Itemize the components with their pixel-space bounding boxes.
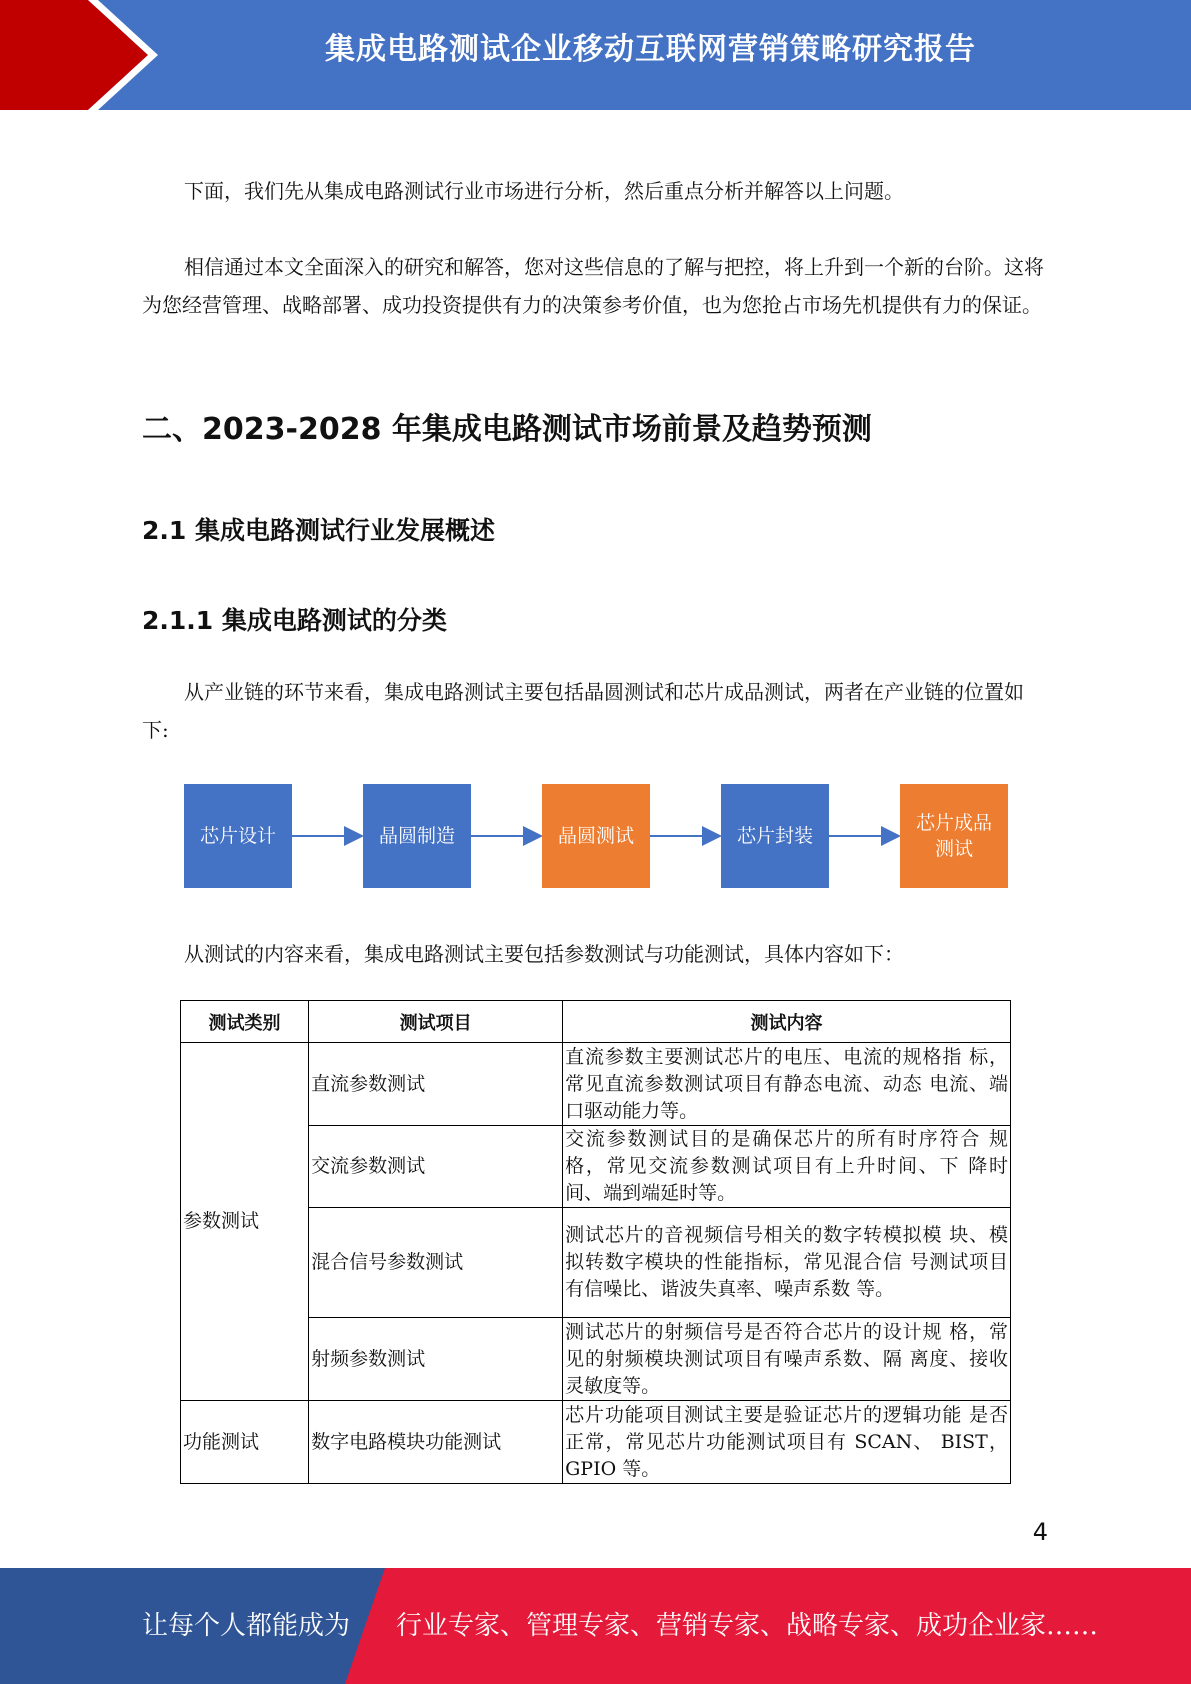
flow-step-chip-design: 芯片设计 [184, 784, 292, 888]
table-cell-content: 交流参数测试目的是确保芯片的所有时序符合 规格，常见交流参数测试项目有上升时间、下 降时间、端到端延时等。 [563, 1126, 1011, 1208]
table-cell-category: 功能测试 [181, 1401, 309, 1484]
table-header-category: 测试类别 [181, 1001, 309, 1043]
table-header-content: 测试内容 [563, 1001, 1011, 1043]
content-paragraph: 从测试的内容来看，集成电路测试主要包括参数测试与功能测试，具体内容如下： [184, 942, 904, 966]
footer-slogan-left: 让每个人都能成为 [142, 1611, 351, 1641]
footer-slogan-right: 行业专家、管理专家、营销专家、战略专家、成功企业家…… [396, 1611, 1099, 1641]
sub-subsection-heading: 2.1.1 集成电路测试的分类 [142, 606, 447, 635]
table-cell-category: 参数测试 [181, 1043, 309, 1401]
table-cell-item: 混合信号参数测试 [309, 1208, 563, 1318]
intro-paragraph: 下面，我们先从集成电路测试行业市场进行分析，然后重点分析并解答以上问题。 [184, 179, 904, 203]
flow-step-final-test: 芯片成品测试 [900, 784, 1008, 888]
page-header [0, 0, 1191, 110]
flow-step-wafer-test: 晶圆测试 [542, 784, 650, 888]
table-cell-item: 射频参数测试 [309, 1318, 563, 1401]
test-classification-table [180, 1000, 1011, 1484]
table-cell-content: 测试芯片的射频信号是否符合芯片的设计规 格，常见的射频模块测试项目有噪声系数、隔 离度、接收灵敏度等。 [563, 1318, 1011, 1401]
table-cell-content: 芯片功能项目测试主要是验证芯片的逻辑功能 是否正常，常见芯片功能测试项目有 SCAN、 BIST，GPIO 等。 [563, 1401, 1011, 1484]
flow-step-packaging: 芯片封装 [721, 784, 829, 888]
value-paragraph: 相信通过本文全面深入的研究和解答，您对这些信息的了解与把控，将上升到一个新的台阶。这将为您经营管理、战略部署、成功投资提供有力的决策参考价值，也为您抢占市场先机提供有力的保证。 [142, 255, 1044, 317]
table-cell-item: 交流参数测试 [309, 1126, 563, 1208]
page-footer [0, 1568, 1191, 1684]
table-cell-item: 直流参数测试 [309, 1043, 563, 1126]
table-header-row [181, 1001, 1011, 1043]
page-number: 4 [1032, 1518, 1048, 1546]
table-header-item: 测试项目 [309, 1001, 563, 1043]
table-row [181, 1043, 1011, 1126]
table-cell-content: 测试芯片的音视频信号相关的数字转模拟模 块、模拟转数字模块的性能指标，常见混合信 号测试项目有信噪比、谐波失真率、噪声系数 等。 [563, 1208, 1011, 1318]
chain-paragraph: 从产业链的环节来看，集成电路测试主要包括晶圆测试和芯片成品测试，两者在产业链的位置如下: [142, 680, 1024, 742]
flow-step-wafer-fab: 晶圆制造 [363, 784, 471, 888]
table-cell-content: 直流参数主要测试芯片的电压、电流的规格指 标，常见直流参数测试项目有静态电流、动态 电流、端口驱动能力等。 [563, 1043, 1011, 1126]
subsection-heading: 2.1 集成电路测试行业发展概述 [142, 516, 495, 545]
table-cell-item: 数字电路模块功能测试 [309, 1401, 563, 1484]
industry-chain-diagram [184, 784, 1011, 890]
section-heading: 二、2023-2028 年集成电路测试市场前景及趋势预测 [142, 412, 872, 447]
table-row [181, 1401, 1011, 1484]
report-title: 集成电路测试企业移动互联网营销策略研究报告 [325, 32, 976, 67]
